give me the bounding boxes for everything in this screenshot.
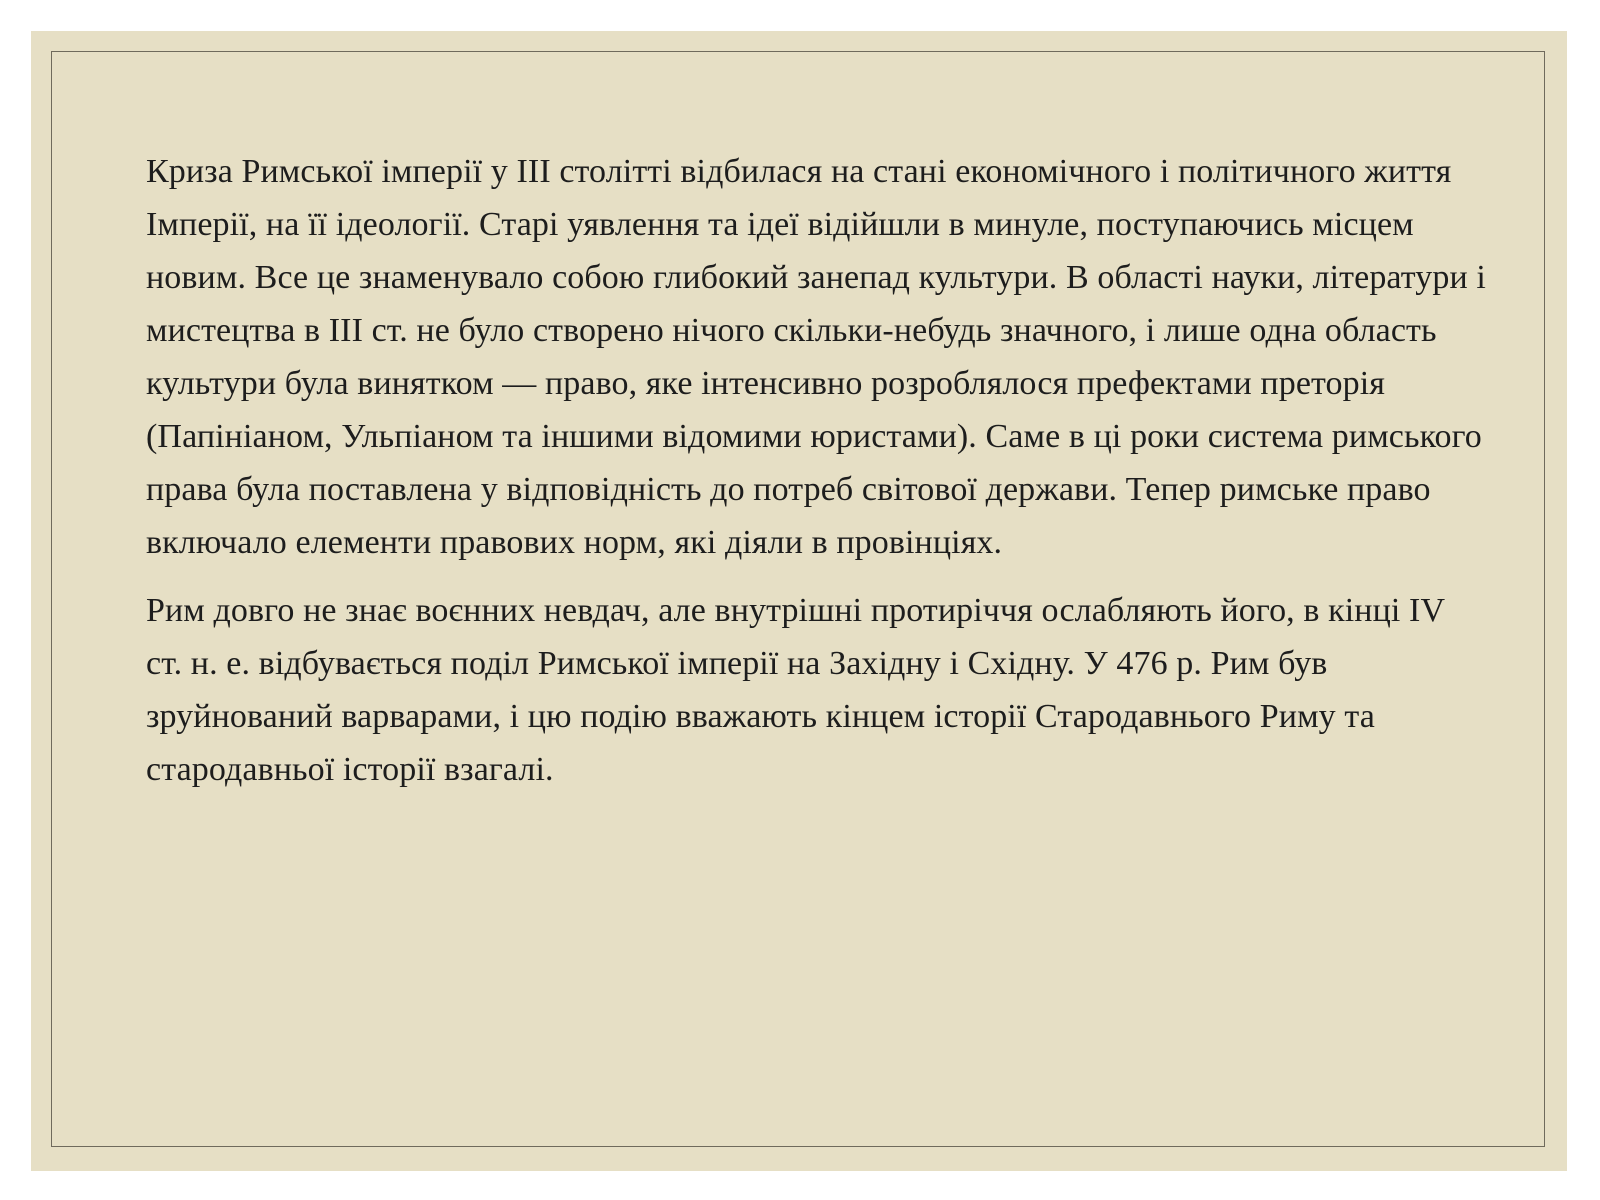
slide [31, 31, 1567, 1171]
slide-text-body [146, 145, 1486, 796]
paragraph-fall-of-rome: Рим довго не знає воєнних невдач, але внутрішні протиріччя ослабляють його, в кінці IV ст. н. е. відбувається поділ Римської імперії на Західну і Східну. У 476 р. Рим був зруйнований варварами, і цю подію вважають кінцем історії Стародавнього Риму та стародавньої історії взагалі. [146, 592, 1445, 788]
paragraph-crisis: Криза Римської імперії у III столітті відбилася на стані економічного і політичного життя Імперії, на її ідеології. Старі уявлення та ідеї відійшли в минуле, поступаючись місцем новим. Все це знаменувало собою глибокий занепад культури. В області науки, літератури і мистецтва в III ст. не було створено нічого скільки-небудь значного, і лише одна область культури була винятком — право, яке інтенсивно розроблялося префектами преторія (Папініаном, Ульпіаном та іншими відомими юристами). Саме в ці роки система римського права була поставлена у відповідність до потреб світової держави. Тепер римське право включало елементи правових норм, які діяли в провінціях. [146, 153, 1486, 561]
